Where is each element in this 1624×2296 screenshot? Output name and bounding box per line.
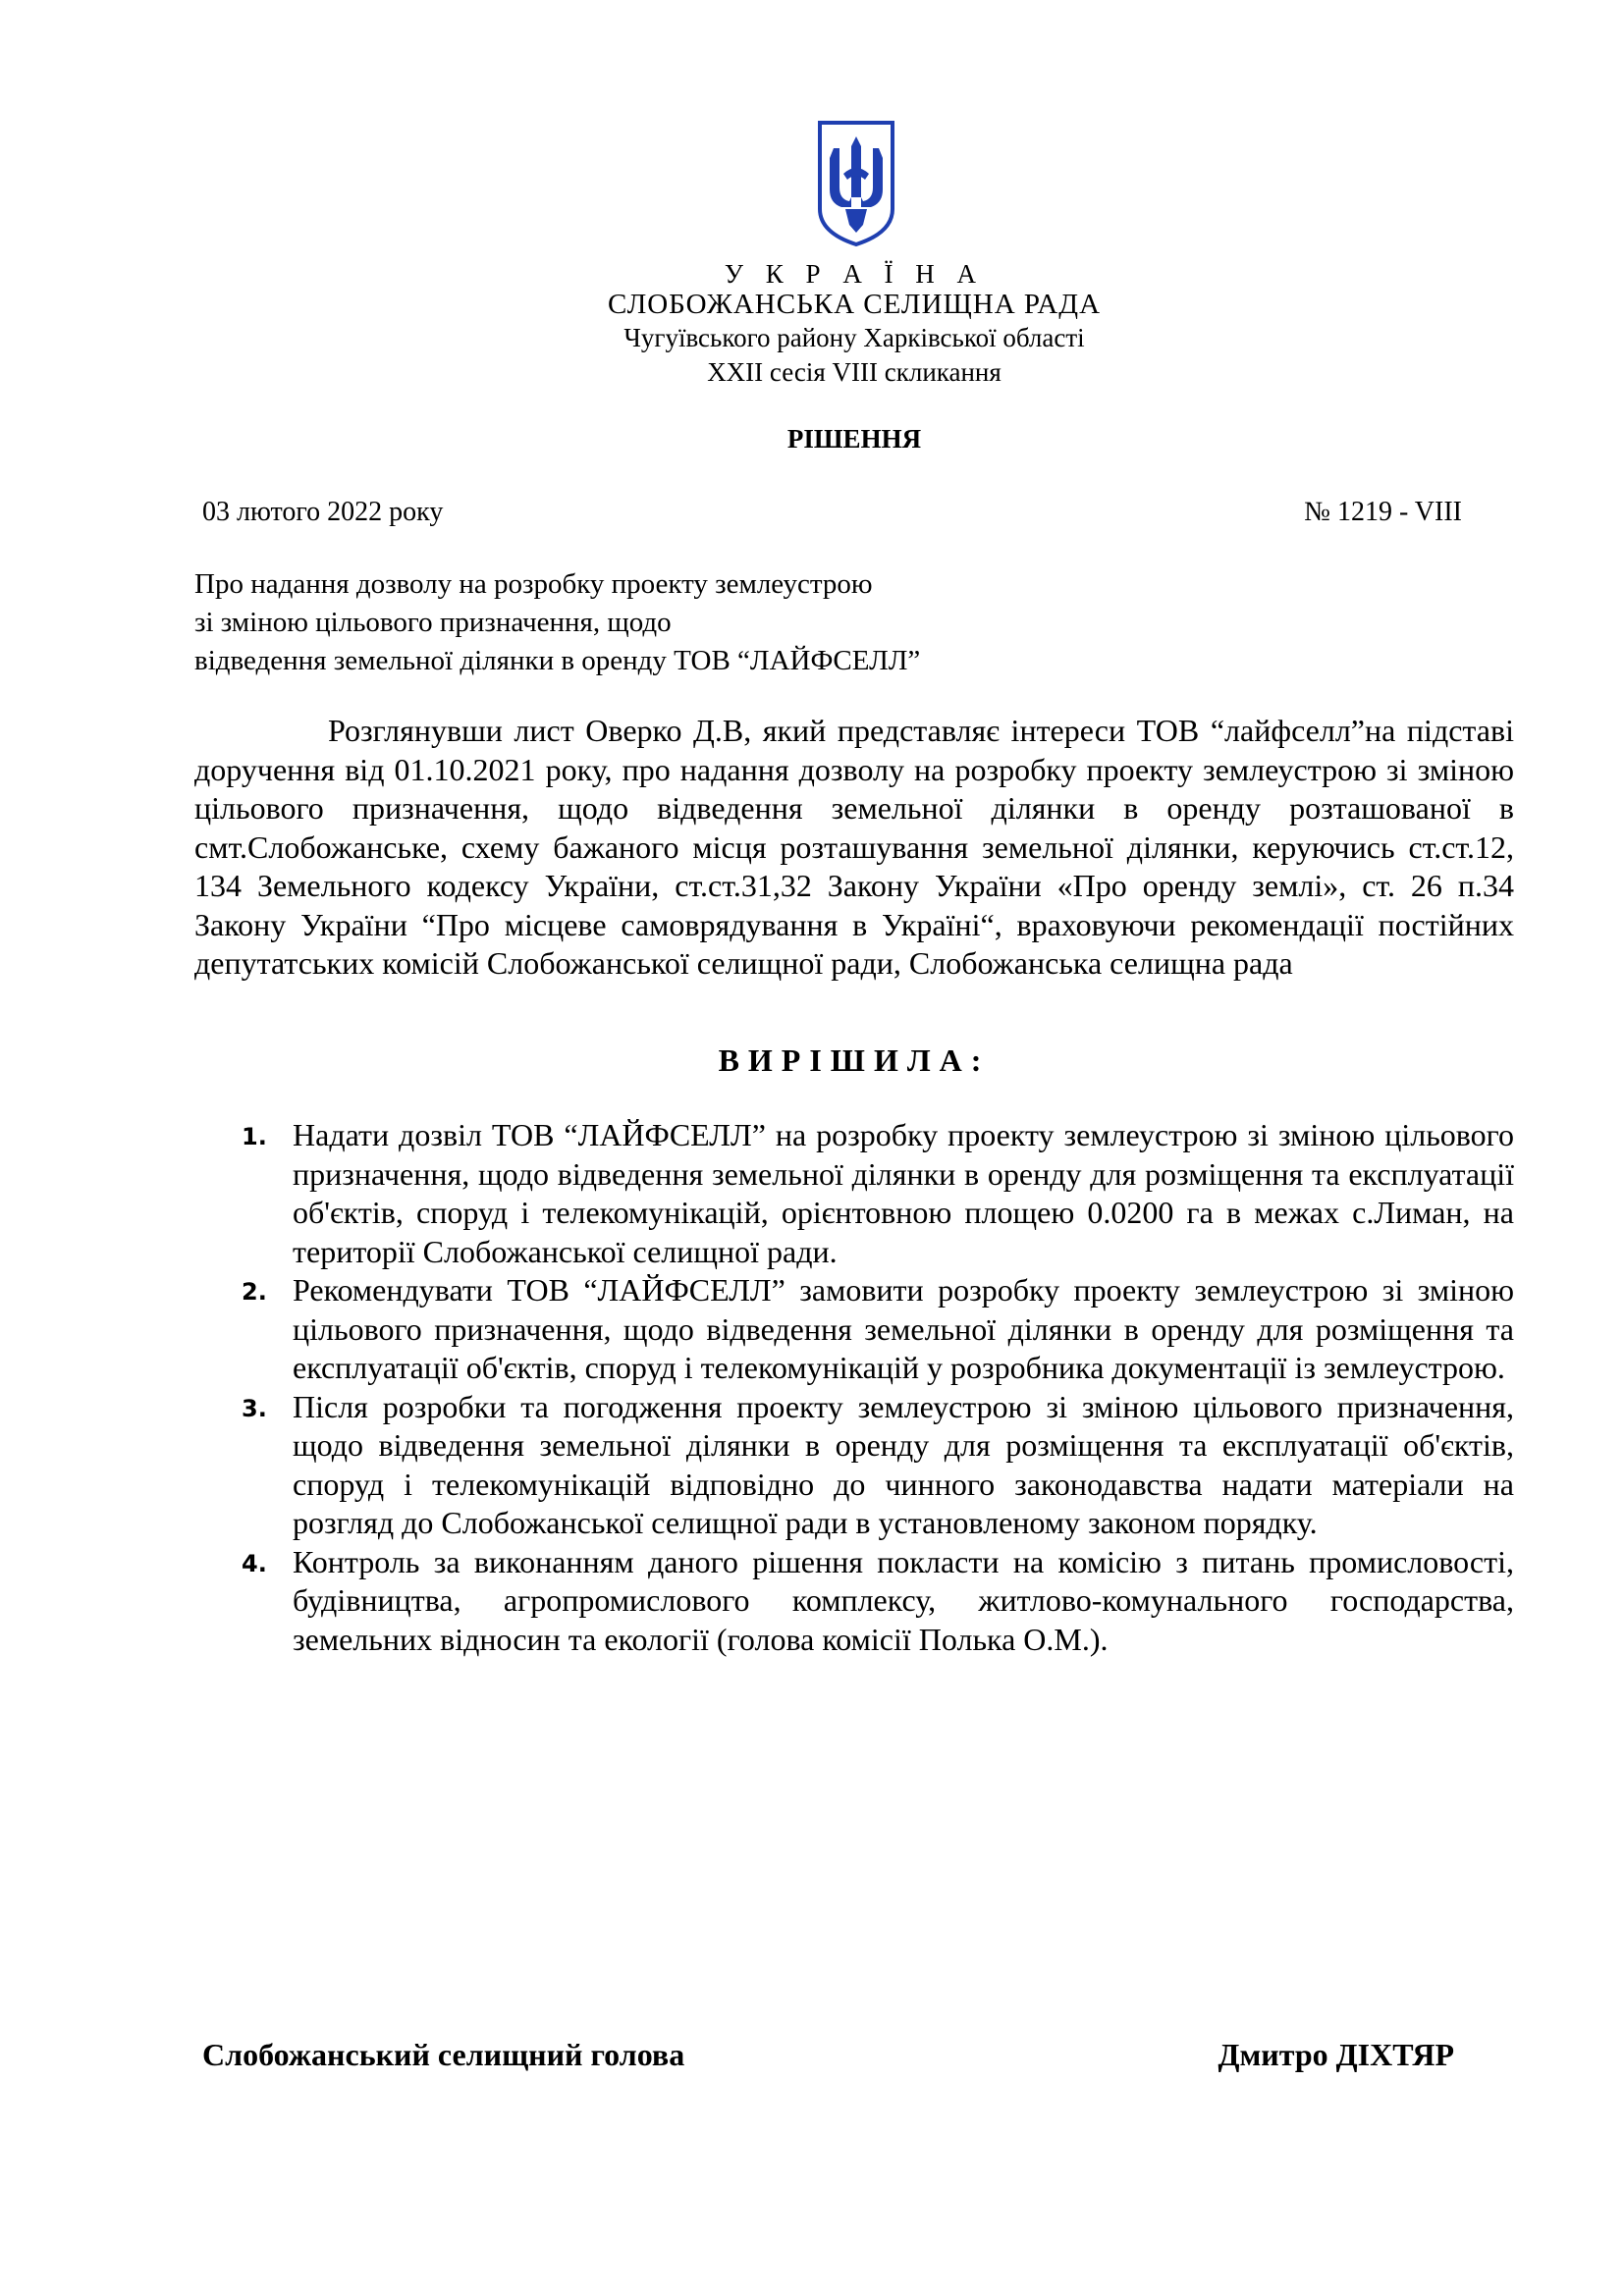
subject-line: зі зміною цільового призначення, щодо [194,607,672,638]
document-title: РІШЕННЯ [786,424,922,454]
document-number: № 1219 - VIII [1304,497,1462,527]
resolution-item [242,1543,1514,1660]
item-text: Рекомендувати ТОВ “ЛАЙФСЕЛЛ” замовити розробку проекту землеустрою зі зміною цільового призначення, щодо відведення земельної ділянки в оренду для розміщення та експлуатації об'єктів, споруд і телекомунікацій у розробника документації із землеустрою. [293,1272,1514,1385]
item-number: 4. [242,1549,267,1577]
trident-coat-of-arms-icon [814,119,898,248]
resolution-item [242,1271,1514,1388]
subject-line: відведення земельної ділянки в оренду ТОВ “ЛАЙФСЕЛЛ” [194,645,921,676]
item-number: 1. [242,1123,267,1150]
resolution-items [242,1116,1514,1659]
header-district: Чугуївського району Харківської області [623,323,1085,352]
item-number: 2. [242,1278,267,1306]
item-number: 3. [242,1394,267,1422]
signatory-name: Дмитро ДІХТЯР [1218,2037,1454,2072]
item-text: Контроль за виконанням даного рішення покласти на комісію з питань промисловості, будівництва, агропромислового комплексу, житлово-комунального господарства, земельних відносин та екології (голова комісії Полька О.М.). [293,1543,1514,1657]
subject-line: Про надання дозволу на розробку проекту землеустрою [194,568,873,600]
signatory-position: Слобожанський селищний голова [202,2037,685,2072]
resolution-item [242,1116,1514,1271]
item-text: Після розробки та погодження проекту землеустрою зі зміною цільового призначення, щодо відведення земельної ділянки в оренду для розміщення та експлуатації об'єктів, споруд і телекомунікацій відповідно до чинного законодавства надати матеріали на розгляд до Слобожанської селищної ради в установленому законом порядку. [293,1388,1514,1540]
resolution-item [242,1388,1514,1543]
header-session: XXII сесія VIII скликання [707,357,1001,387]
document-subject [194,565,920,680]
header-council: СЛОБОЖАНСЬКА СЕЛИЩНА РАДА [607,289,1102,320]
preamble-paragraph: Розглянувши лист Оверко Д.В, який представляє інтереси ТОВ “лайфселл”на підставі доручення від 01.10.2021 року, про надання дозволу на розробку проекту землеустрою зі зміною цільового призначення, щодо відведення земельної ділянки в оренду розташованої в смт.Слобожанське, схему бажаного місця розташування земельної ділянки, керуючись ст.ст.12, 134 Земельного кодексу України, ст.ст.31,32 Закону України «Про оренду землі», ст. 26 п.34 Закону України “Про місцеве самоврядування в Україні“, враховуючи рекомендації постійних депутатських комісій Слобожанської селищної ради, Слобожанська селищна рада [194,713,1514,981]
header-country: У К Р А Ї Н А [724,259,985,289]
decided-heading: ВИРІШИЛА: [718,1042,991,1078]
item-text: Надати дозвіл ТОВ “ЛАЙФСЕЛЛ” на розробку проекту землеустрою зі зміною цільового призначення, щодо відведення земельної ділянки в оренду для розміщення та експлуатації об'єктів, споруд і телекомунікацій, орієнтовною площею 0.0200 га в межах с.Лиман, на території Слобожанської селищної ради. [293,1117,1514,1269]
document-date: 03 лютого 2022 року [202,497,444,527]
